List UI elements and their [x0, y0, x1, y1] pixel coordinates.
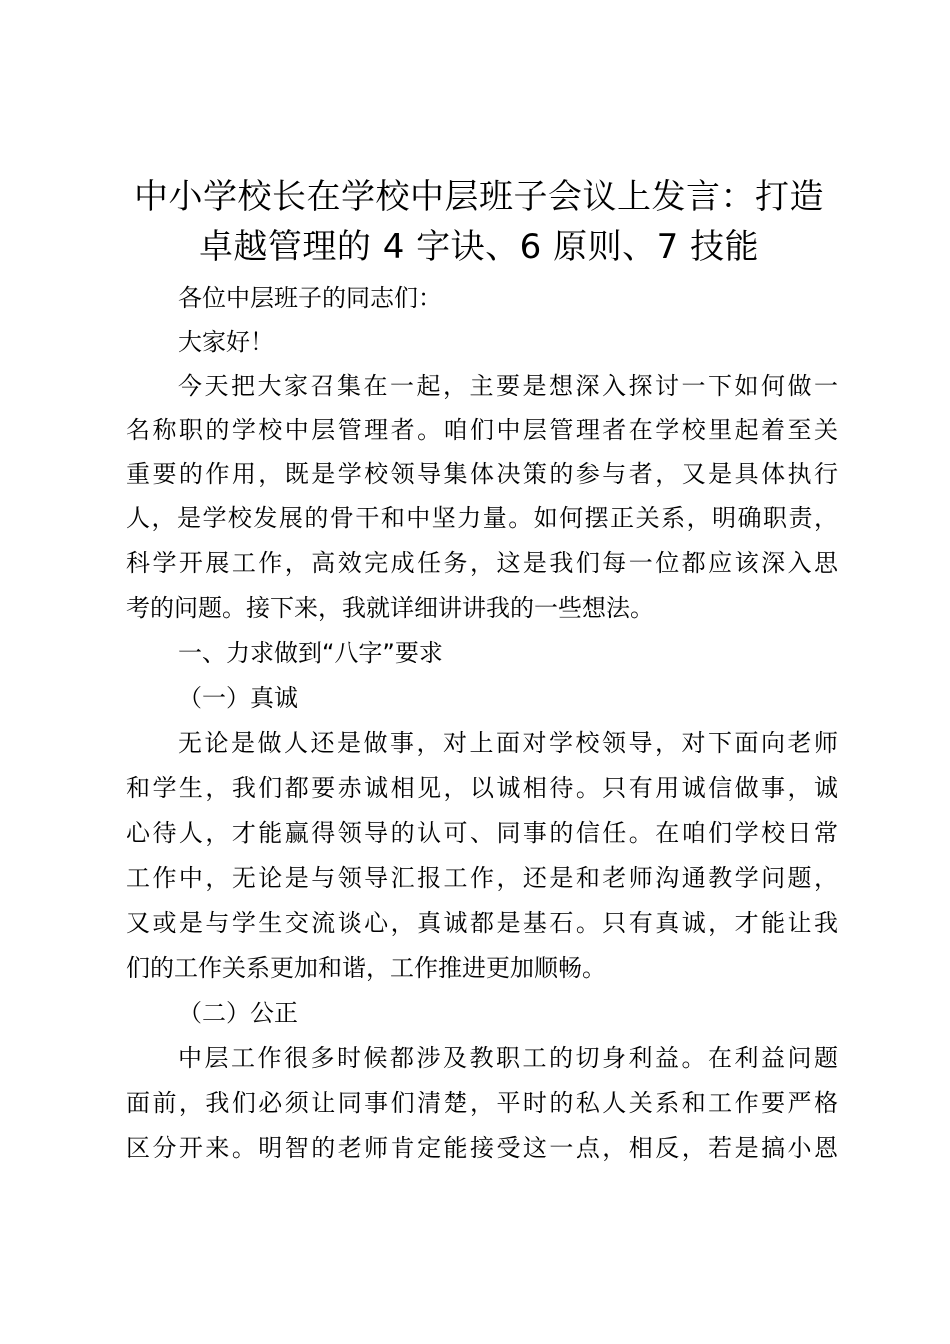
paragraph-line: 重要的作用，既是学校领导集体决策的参与者，又是具体执行: [126, 460, 838, 488]
salutation: 各位中层班子的同志们：: [178, 284, 442, 312]
paragraph-line: 中层工作很多时候都涉及教职工的切身利益。在利益问题: [178, 1044, 838, 1072]
paragraph-line: 工作中，无论是与领导汇报工作，还是和老师沟通教学问题，: [126, 864, 838, 892]
paragraph-line: 心待人，才能赢得领导的认可、同事的信任。在咱们学校日常: [126, 819, 838, 847]
subsection-heading: （二）公正: [178, 999, 298, 1027]
paragraph-line: 今天把大家召集在一起，主要是想深入探讨一下如何做一: [178, 372, 838, 400]
paragraph-line: 面前，我们必须让同事们清楚，平时的私人关系和工作要严格: [126, 1089, 838, 1117]
greeting: 大家好！: [178, 328, 274, 356]
paragraph-line: 科学开展工作，高效完成任务，这是我们每一位都应该深入思: [126, 549, 838, 577]
section-heading: 一、力求做到“八字”要求: [178, 639, 443, 667]
paragraph-line: 们的工作关系更加和谐，工作推进更加顺畅。: [126, 954, 606, 982]
paragraph-line: 区分开来。明智的老师肯定能接受这一点，相反，若是搞小恩: [126, 1134, 838, 1162]
paragraph-line: 考的问题。接下来，我就详细讲讲我的一些想法。: [126, 594, 654, 622]
paragraph-line: 无论是做人还是做事，对上面对学校领导，对下面向老师: [178, 729, 838, 757]
paragraph-line: 人，是学校发展的骨干和中坚力量。如何摆正关系，明确职责，: [126, 504, 838, 532]
subsection-heading: （一）真诚: [178, 684, 298, 712]
paragraph-line: 和学生，我们都要赤诚相见，以诚相待。只有用诚信做事，诚: [126, 774, 838, 802]
document-title-line-1: 中小学校长在学校中层班子会议上发言：打造: [134, 177, 824, 217]
paragraph-line: 又或是与学生交流谈心，真诚都是基石。只有真诚，才能让我: [126, 909, 838, 937]
document-title-line-2: 卓越管理的 4 字诀、6 原则、7 技能: [198, 227, 760, 267]
paragraph-line: 名称职的学校中层管理者。咱们中层管理者在学校里起着至关: [126, 416, 838, 444]
